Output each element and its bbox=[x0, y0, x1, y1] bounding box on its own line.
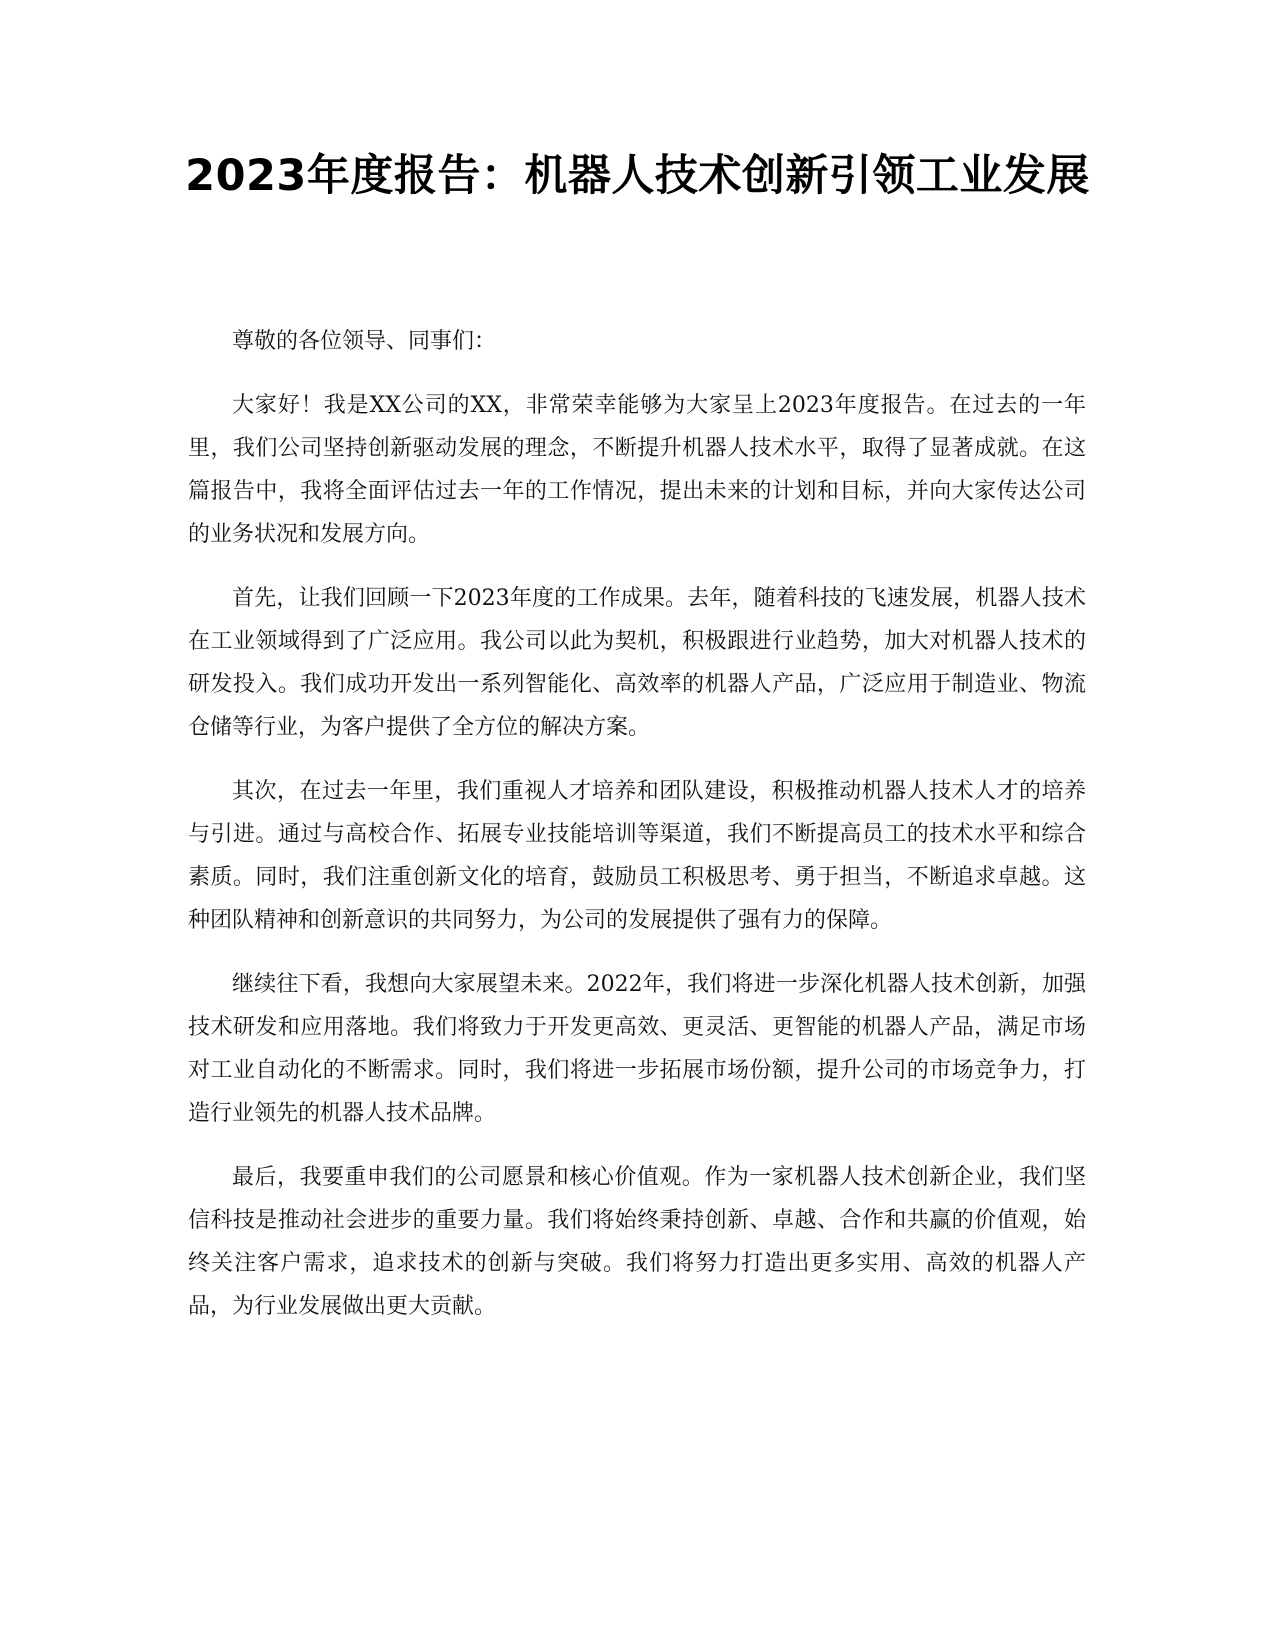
paragraph-achievements: 首先，让我们回顾一下2023年度的工作成果。去年，随着科技的飞速发展，机器人技术在工业领域得到了广泛应用。我公司以此为契机，积极跟进行业趋势，加大对机器人技术的研发投入。我们成功开发出一系列智能化、高效率的机器人产品，广泛应用于制造业、物流仓储等行业，为客户提供了全方位的解决方案。 bbox=[188, 586, 1086, 740]
paragraph-vision: 最后，我要重申我们的公司愿景和核心价值观。作为一家机器人技术创新企业，我们坚信科技是推动社会进步的重要力量。我们将始终秉持创新、卓越、合作和共赢的价值观，始终关注客户需求，追求技术的创新与突破。我们将努力打造出更多实用、高效的机器人产品，为行业发展做出更大贡献。 bbox=[188, 1165, 1086, 1319]
salutation: 尊敬的各位领导、同事们： bbox=[232, 329, 497, 354]
paragraph-talent: 其次，在过去一年里，我们重视人才培养和团队建设，积极推动机器人技术人才的培养与引进。通过与高校合作、拓展专业技能培训等渠道，我们不断提高员工的技术水平和综合素质。同时，我们注重创新文化的培育，鼓励员工积极思考、勇于担当，不断追求卓越。这种团队精神和创新意识的共同努力，为公司的发展提供了强有力的保障。 bbox=[188, 779, 1086, 933]
document-body bbox=[188, 320, 1086, 1349]
paragraph-greeting: 大家好！我是XX公司的XX，非常荣幸能够为大家呈上2023年度报告。在过去的一年里，我们公司坚持创新驱动发展的理念，不断提升机器人技术水平，取得了显著成就。在这篇报告中，我将全面评估过去一年的工作情况，提出未来的计划和目标，并向大家传达公司的业务状况和发展方向。 bbox=[188, 393, 1086, 547]
document-title: 2023年度报告：机器人技术创新引领工业发展 bbox=[185, 151, 1090, 201]
paragraph-outlook: 继续往下看，我想向大家展望未来。2022年，我们将进一步深化机器人技术创新，加强技术研发和应用落地。我们将致力于开发更高效、更灵活、更智能的机器人产品，满足市场对工业自动化的不断需求。同时，我们将进一步拓展市场份额，提升公司的市场竞争力，打造行业领先的机器人技术品牌。 bbox=[188, 972, 1086, 1126]
